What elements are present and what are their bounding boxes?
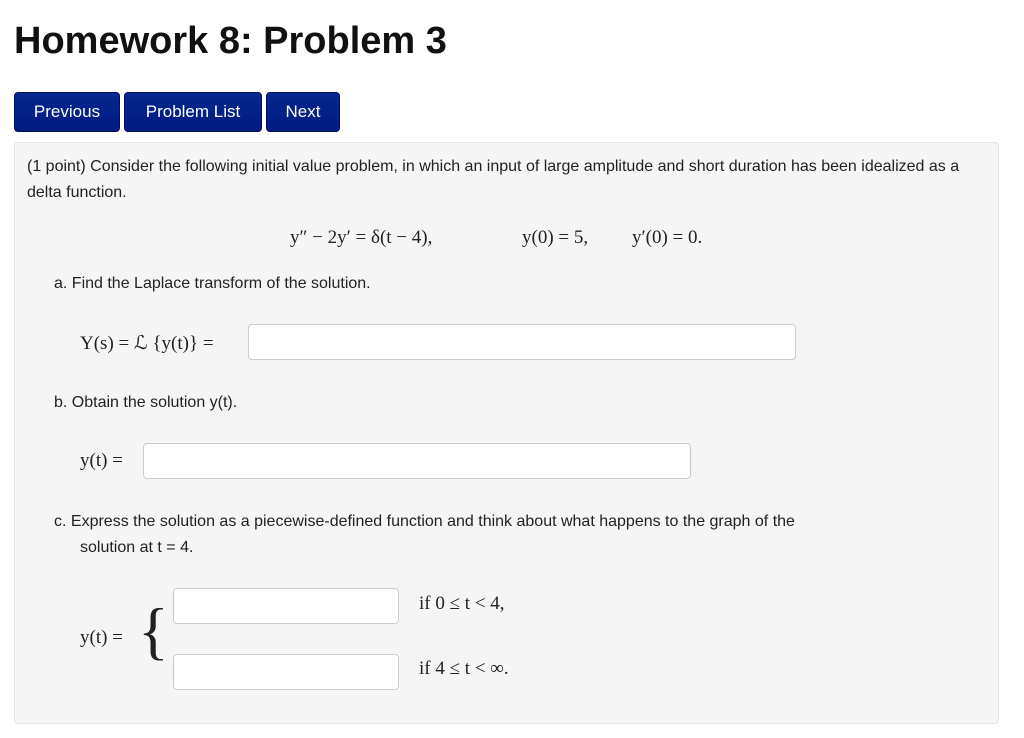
part-a-label: Y(s) = ℒ {y(t)} = (80, 333, 214, 354)
page-title: Homework 8: Problem 3 (14, 20, 447, 62)
piecewise-input-2[interactable] (173, 654, 399, 690)
part-c-text-2: solution at t = 4. (80, 539, 194, 556)
condition-2: if 4 ≤ t < ∞. (419, 658, 509, 679)
part-a-text: a. Find the Laplace transform of the solution. (54, 275, 371, 292)
previous-button[interactable]: Previous (14, 92, 120, 132)
problem-list-button[interactable]: Problem List (124, 92, 262, 132)
differential-equation: y″ − 2y′ = δ(t − 4), (290, 227, 433, 248)
next-button[interactable]: Next (266, 92, 340, 132)
part-b-label: y(t) = (80, 450, 123, 471)
piecewise-brace: { (138, 595, 169, 666)
condition-1: if 0 ≤ t < 4, (419, 593, 505, 614)
initial-condition-1: y(0) = 5, (522, 227, 589, 248)
laplace-answer-input[interactable] (248, 324, 796, 360)
problem-intro: (1 point) Consider the following initial value problem, in which an input of large amplitude and short duration has been idealized as a delta function. (27, 158, 960, 201)
part-b-text: b. Obtain the solution y(t). (54, 394, 238, 411)
initial-condition-2: y′(0) = 0. (632, 227, 703, 248)
solution-answer-input[interactable] (143, 443, 691, 479)
part-c-text-1: c. Express the solution as a piecewise-defined function and think about what happens to the graph of the (54, 513, 795, 530)
piecewise-input-1[interactable] (173, 588, 399, 624)
part-c-label: y(t) = (80, 627, 123, 648)
